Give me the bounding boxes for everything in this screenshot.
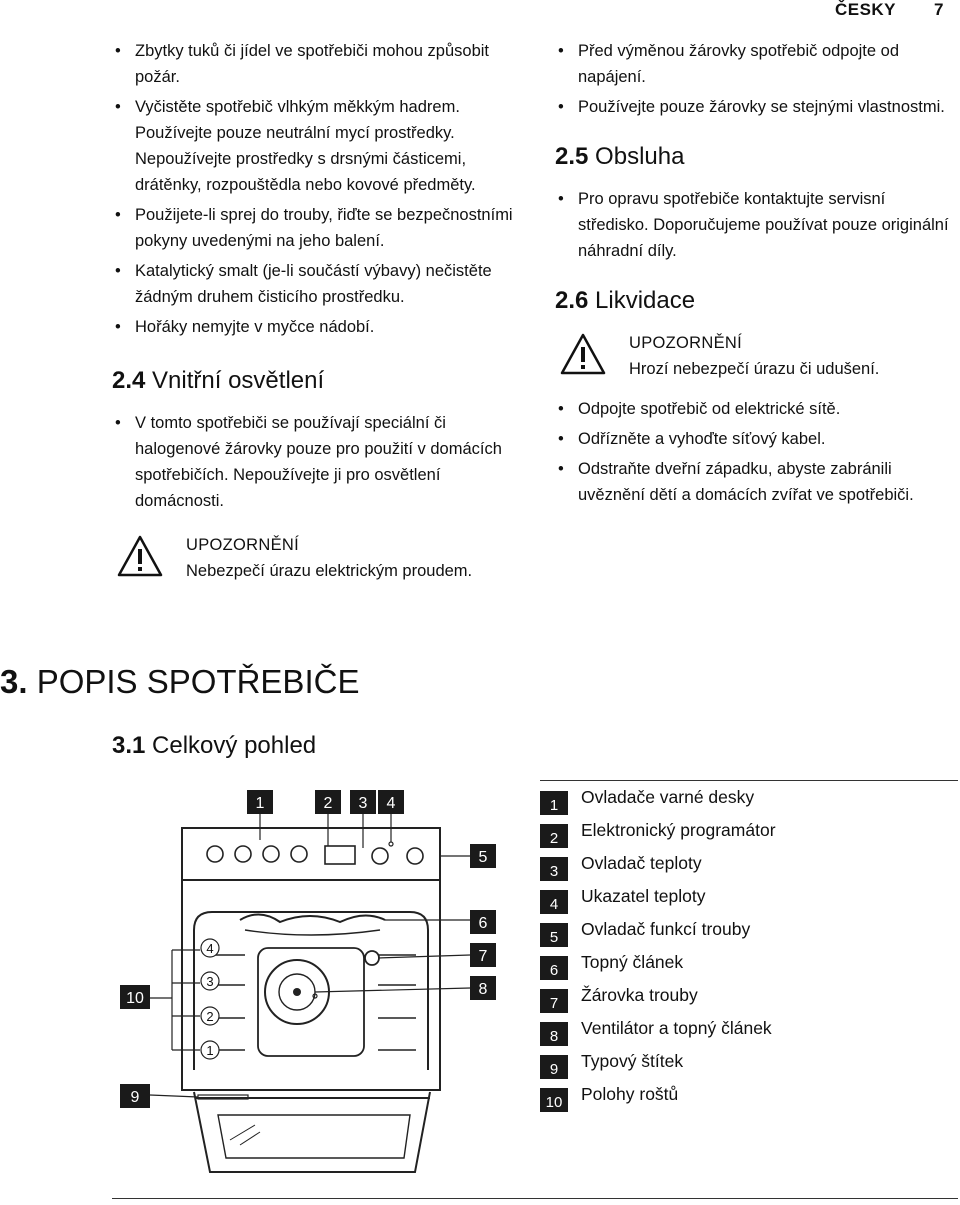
legend-item — [540, 880, 958, 913]
list-item: • Vyčistěte spotřebič vlhkým měkkým hadrem. Používejte pouze neutrální mycí prostředky. Nepoužívejte prostředky s drsnými částicemi, drátěnky, rozpouštědla nebo kovové předměty. — [112, 94, 522, 198]
legend-number: 3 — [540, 857, 568, 881]
section-number: 3. — [0, 663, 28, 700]
list-item: • Použijete-li sprej do trouby, řiďte se bezpečnostními pokyny uvedenými na jeho balení. — [112, 202, 522, 254]
section-number: 2.5 — [555, 143, 589, 170]
legend-item — [540, 1012, 958, 1045]
legend-number: 9 — [540, 1055, 568, 1079]
legend-number: 4 — [540, 890, 568, 914]
warning-text: Nebezpečí úrazu elektrickým proudem. — [186, 562, 473, 580]
callout-5 — [470, 844, 496, 868]
hob-knob — [207, 846, 223, 862]
legend-number: 8 — [540, 1022, 568, 1046]
list-item: • Před výměnou žárovky spotřebič odpojte od napájení. — [555, 38, 955, 90]
top-heating-element — [240, 914, 385, 922]
legend-item — [540, 814, 958, 847]
section-heading-2-4 — [112, 366, 522, 396]
section-title: Likvidace — [595, 287, 696, 314]
legend-item — [540, 946, 958, 979]
callout-2 — [315, 790, 341, 814]
legend-item — [540, 1045, 958, 1078]
control-panel — [182, 828, 440, 880]
svg-text:7: 7 — [478, 948, 488, 965]
legend-label: Ukazatel teploty — [581, 886, 706, 906]
oven-cavity — [194, 912, 428, 1070]
legend-number: 1 — [540, 791, 568, 815]
legend-label: Elektronický programátor — [581, 820, 776, 840]
warning-title: UPOZORNĚNÍ — [186, 536, 300, 554]
legend-label: Ovladače varné desky — [581, 787, 755, 807]
legend-label: Ventilátor a topný článek — [581, 1018, 772, 1038]
legend-number: 2 — [540, 824, 568, 848]
callout-1 — [247, 790, 273, 814]
section-heading-3-1 — [112, 732, 316, 760]
service-bullets — [555, 186, 955, 264]
diagram-legend — [540, 780, 958, 1111]
language-label: ČESKY — [834, 0, 897, 19]
section-title: Obsluha — [595, 143, 685, 170]
callout-8 — [470, 976, 496, 1000]
svg-text:9: 9 — [130, 1089, 140, 1106]
legend-item — [540, 1078, 958, 1111]
legend-number: 5 — [540, 923, 568, 947]
warning-title: UPOZORNĚNÍ — [629, 334, 743, 352]
warning-box — [112, 532, 522, 588]
list-item: • Odpojte spotřebič od elektrické sítě. — [555, 396, 955, 422]
callout-9 — [120, 1084, 150, 1108]
svg-text:1: 1 — [255, 795, 265, 812]
section-heading-2-5 — [555, 142, 955, 172]
svg-text:5: 5 — [478, 849, 488, 866]
list-item: • Katalytický smalt (je-li součástí výbavy) nečistěte žádným druhem čisticího prostředku. — [112, 258, 522, 310]
shelf-level-1 — [201, 1041, 219, 1059]
legend-item — [540, 979, 958, 1012]
list-item: • Pro opravu spotřebiče kontaktujte servisní středisko. Doporučujeme používat pouze originální náhradní díly. — [555, 186, 955, 264]
legend-label: Typový štítek — [581, 1051, 684, 1071]
hob-knob — [235, 846, 251, 862]
callout-4 — [378, 790, 404, 814]
temperature-knob — [372, 848, 388, 864]
warning-icon — [559, 332, 607, 376]
list-item: • Odstraňte dveřní západku, abyste zabránili uvěznění dětí a domácích zvířat ve spotřebiči. — [555, 456, 955, 508]
list-item: • Hořáky nemyjte v myčce nádobí. — [112, 314, 522, 340]
right-column — [555, 38, 955, 512]
warning-icon — [116, 534, 164, 578]
shelf-level-3 — [201, 972, 219, 990]
legend-label: Ovladač funkcí trouby — [581, 919, 751, 939]
page-header — [835, 0, 944, 20]
legend-label: Topný článek — [581, 952, 684, 972]
svg-text:8: 8 — [478, 981, 488, 998]
oven-diagram — [110, 780, 515, 1190]
shelf-level-4 — [201, 939, 219, 957]
programmer-display — [325, 846, 355, 864]
warning-text: Hrozí nebezpečí úrazu či udušení. — [629, 360, 880, 378]
shelf-level-2 — [201, 1007, 219, 1025]
callout-3 — [350, 790, 376, 814]
hob-knob — [291, 846, 307, 862]
section-number: 2.6 — [555, 287, 589, 314]
disposal-bullets — [555, 396, 955, 508]
list-item: • Zbytky tuků či jídel ve spotřebiči mohou způsobit požár. — [112, 38, 522, 90]
legend-label: Ovladač teploty — [581, 853, 702, 873]
section-title: POPIS SPOTŘEBIČE — [36, 663, 360, 700]
bulb-bullets — [555, 38, 955, 120]
legend-label: Polohy roštů — [581, 1084, 679, 1104]
bottom-divider — [112, 1198, 958, 1199]
list-item: • V tomto spotřebiči se používají speciální či halogenové žárovky pouze pro použití v domácích spotřebičích. Nepoužívejte ji pro osvětlení domácnosti. — [112, 410, 522, 514]
svg-text:10: 10 — [126, 990, 144, 1007]
callout-6 — [470, 910, 496, 934]
svg-text:3: 3 — [358, 795, 368, 812]
function-knob — [407, 848, 423, 864]
temperature-indicator — [389, 842, 393, 846]
section-number: 2.4 — [112, 367, 146, 394]
safety-bullets — [112, 38, 522, 340]
section-number: 3.1 — [112, 732, 146, 759]
legend-number: 10 — [540, 1088, 568, 1112]
svg-text:3: 3 — [206, 974, 214, 989]
callout-10 — [120, 985, 150, 1009]
page-number: 7 — [934, 0, 944, 19]
legend-number: 7 — [540, 989, 568, 1013]
legend-item — [540, 913, 958, 946]
hob-knob — [263, 846, 279, 862]
legend-number: 6 — [540, 956, 568, 980]
legend-label: Žárovka trouby — [581, 985, 698, 1005]
section-heading-3 — [0, 662, 359, 702]
legend-item — [540, 847, 958, 880]
door-glass — [218, 1115, 410, 1158]
callout-7 — [470, 943, 496, 967]
svg-text:2: 2 — [323, 795, 333, 812]
warning-box — [555, 330, 955, 386]
section-title: Vnitřní osvětlení — [152, 367, 325, 394]
oven-lamp — [365, 951, 379, 965]
section-title: Celkový pohled — [152, 732, 317, 759]
svg-text:2: 2 — [206, 1009, 214, 1024]
list-item: • Odřízněte a vyhoďte síťový kabel. — [555, 426, 955, 452]
left-column — [112, 38, 522, 588]
section-heading-2-6 — [555, 286, 955, 316]
legend-item — [540, 781, 958, 814]
svg-text:4: 4 — [386, 795, 396, 812]
oven-door — [194, 1092, 430, 1172]
svg-text:6: 6 — [478, 915, 488, 932]
list-item: • Používejte pouze žárovky se stejnými vlastnostmi. — [555, 94, 955, 120]
lighting-bullets — [112, 410, 522, 514]
svg-text:1: 1 — [206, 1043, 214, 1058]
svg-text:4: 4 — [206, 941, 214, 956]
